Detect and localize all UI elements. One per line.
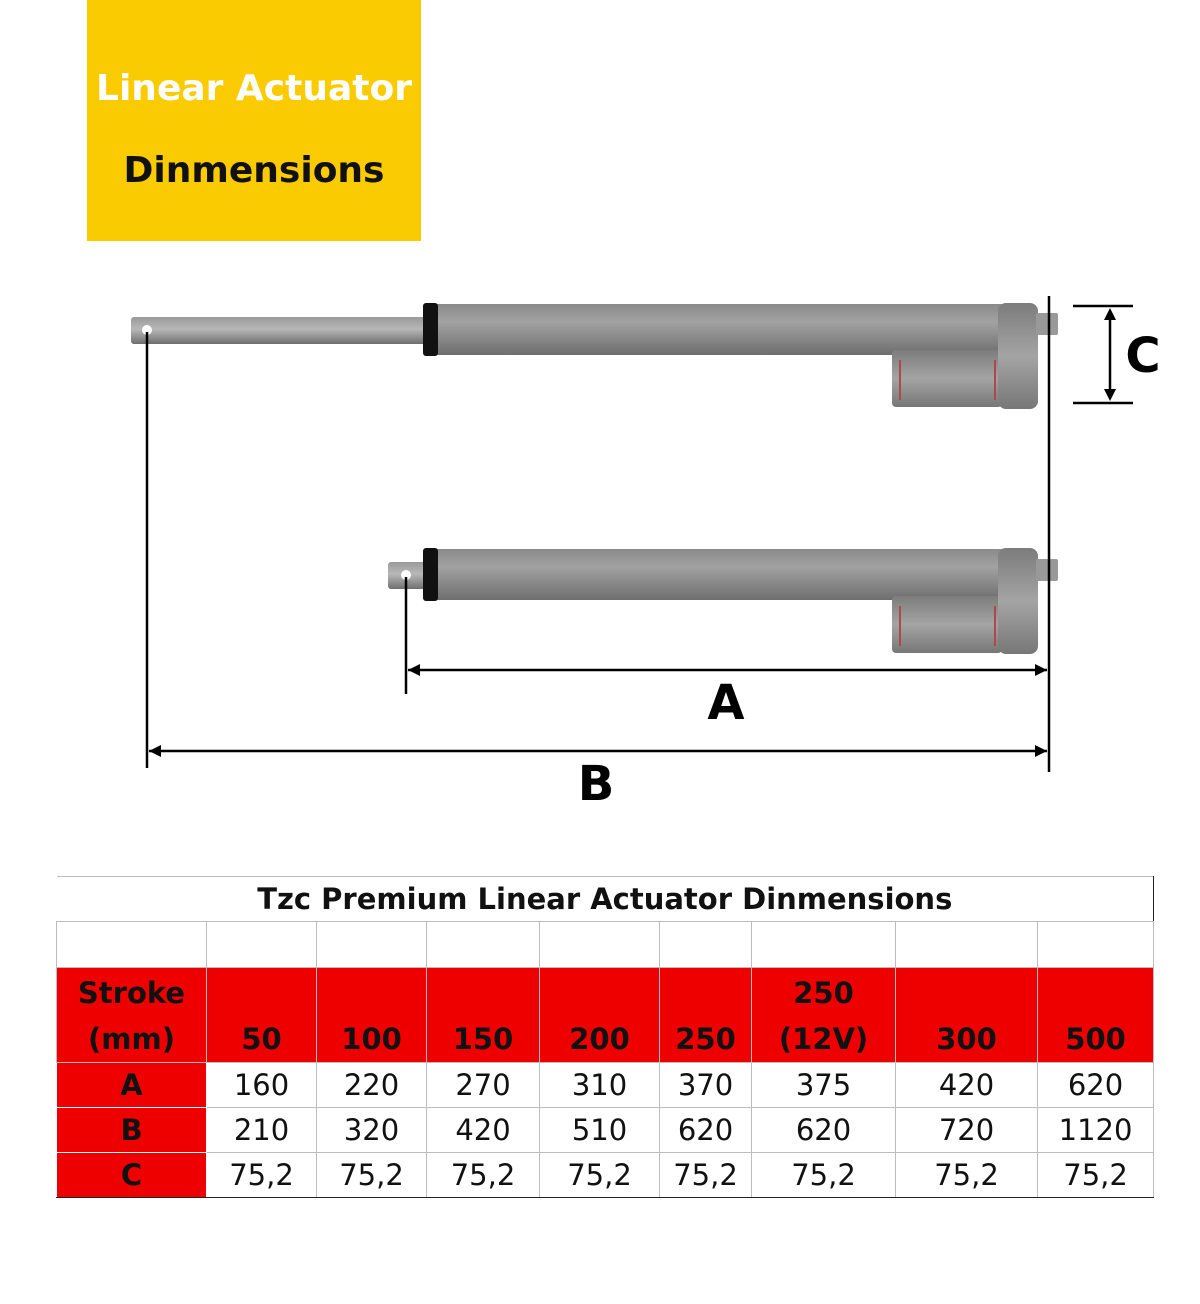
header-row: [57, 968, 1154, 1063]
table-cell: 310: [540, 1063, 660, 1108]
table-cell: 75,2: [207, 1153, 317, 1198]
table-cell: 75,2: [752, 1153, 896, 1198]
table-cell: 75,2: [896, 1153, 1038, 1198]
label-a: A: [707, 675, 745, 731]
retracted-actuator: [388, 548, 1058, 654]
table-cell: 720: [896, 1108, 1038, 1153]
table-cell: 620: [660, 1108, 752, 1153]
title-line-1: Linear Actuator: [96, 68, 412, 109]
row-label: C: [57, 1153, 207, 1198]
column-header: 200: [540, 968, 660, 1063]
table-cell: 75,2: [427, 1153, 540, 1198]
retracted-motor: [892, 596, 1002, 653]
extended-body: [430, 304, 1030, 355]
table-cell: 75,2: [1038, 1153, 1154, 1198]
table-cell: 420: [896, 1063, 1038, 1108]
table-cell: 210: [207, 1108, 317, 1153]
table-cell: 75,2: [660, 1153, 752, 1198]
column-header: 300: [896, 968, 1038, 1063]
table-cell: 370: [660, 1063, 752, 1108]
table-caption: Tzc Premium Linear Actuator Dinmensions: [57, 877, 1154, 922]
title-line-2: Dinmensions: [123, 150, 385, 191]
retracted-collar: [423, 548, 438, 601]
column-header: 250 (12V): [752, 968, 896, 1063]
retracted-rear-clevis: [1036, 559, 1058, 581]
extended-collar: [423, 303, 438, 356]
extended-motor: [892, 350, 1002, 407]
row-label: A: [57, 1063, 207, 1108]
table-row: [57, 1153, 1154, 1198]
column-header: 100: [317, 968, 427, 1063]
column-header: 250: [660, 968, 752, 1063]
table-cell: 75,2: [540, 1153, 660, 1198]
stroke-header: Stroke (mm): [57, 968, 207, 1063]
column-header: 50: [207, 968, 317, 1063]
column-header: 500: [1038, 968, 1154, 1063]
table-cell: 375: [752, 1063, 896, 1108]
table-cell: 620: [752, 1108, 896, 1153]
table-cell: 420: [427, 1108, 540, 1153]
table-cell: 75,2: [317, 1153, 427, 1198]
table-row: [57, 1108, 1154, 1153]
table-cell: 320: [317, 1108, 427, 1153]
table-cell: 620: [1038, 1063, 1154, 1108]
extended-rear-clevis: [1036, 313, 1058, 335]
table-cell: 270: [427, 1063, 540, 1108]
row-label: B: [57, 1108, 207, 1153]
blank-row: [57, 922, 1154, 968]
dimension-table: [56, 876, 1154, 1198]
retracted-body: [430, 549, 1030, 600]
table-cell: 1120: [1038, 1108, 1154, 1153]
table-cell: 160: [207, 1063, 317, 1108]
retracted-end-cap: [998, 548, 1038, 654]
table-row: [57, 1063, 1154, 1108]
label-c: C: [1125, 328, 1161, 384]
column-header: 150: [427, 968, 540, 1063]
label-b: B: [577, 756, 615, 812]
extended-rod: [131, 317, 426, 344]
extended-end-cap: [998, 303, 1038, 409]
extended-actuator: [131, 303, 1058, 409]
table-cell: 510: [540, 1108, 660, 1153]
table-cell: 220: [317, 1063, 427, 1108]
